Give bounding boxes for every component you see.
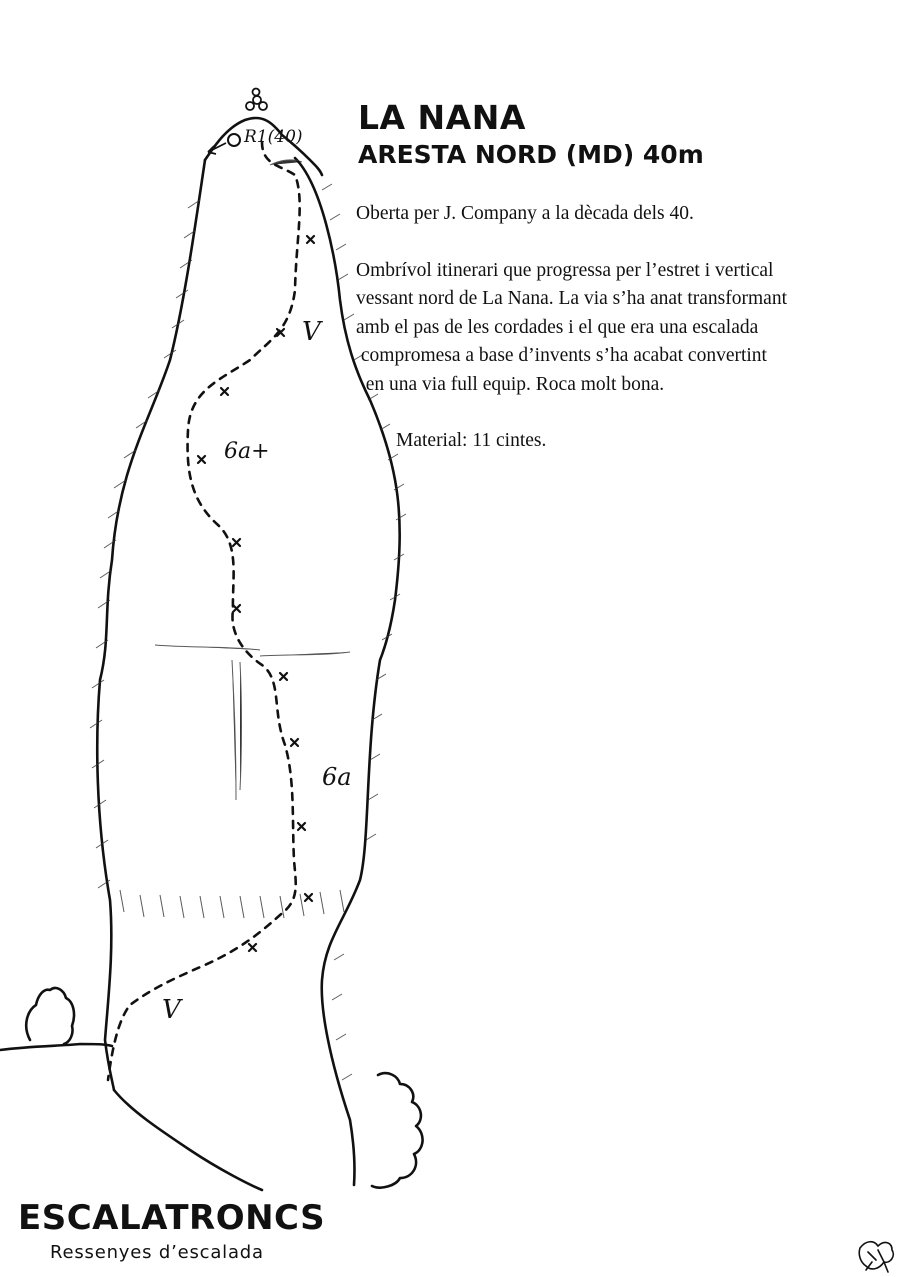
bolt	[198, 456, 205, 463]
grade-upper: V	[302, 317, 321, 347]
anchor-r1	[208, 127, 303, 154]
bolt	[307, 236, 314, 243]
material-text: Material: 11 cintes.	[396, 430, 547, 451]
bush-left	[26, 988, 74, 1044]
description-line: compromesa a base d’invents s’ha acabat convertint	[356, 345, 767, 366]
bolt	[233, 539, 240, 546]
brand-name: ESCALATRONCS	[18, 1198, 326, 1238]
bolt	[233, 605, 240, 612]
bolt	[298, 823, 305, 830]
anchor-circle	[228, 134, 240, 146]
grade-middle: 6a	[322, 763, 352, 791]
anchor-label: R1(40)	[244, 127, 303, 147]
bolt	[249, 944, 256, 951]
description-line: Ombrívol itinerari que progressa per l’estret i vertical	[356, 259, 774, 281]
bolts	[198, 236, 314, 951]
climber-sketch-icon	[859, 1242, 893, 1272]
brand-tagline: Ressenyes d’escalada	[50, 1242, 264, 1263]
bolt	[280, 673, 287, 680]
route-description	[356, 200, 896, 456]
grade-crux: 6a+	[224, 439, 270, 464]
description-line: amb el pas de les cordades i el que era una escalada	[356, 316, 759, 338]
description-line: en una via full equip. Roca molt bona.	[356, 373, 665, 395]
rock-left-edge	[97, 160, 205, 1090]
bush-right	[372, 1073, 423, 1187]
bolt	[221, 388, 228, 395]
route-title: LA NANA	[358, 98, 526, 137]
ground-left	[0, 1044, 112, 1050]
summit-bush	[246, 89, 267, 111]
bolt	[305, 894, 312, 901]
route-line	[108, 142, 300, 1080]
bolt	[291, 739, 298, 746]
description-line: vessant nord de La Nana. La via s’ha anat transformant	[356, 288, 787, 309]
opened-by-text: Oberta per J. Company a la dècada dels 40.	[356, 203, 694, 224]
grade-lower: V	[162, 995, 181, 1025]
route-subtitle: ARESTA NORD (MD) 40m	[358, 140, 704, 169]
rock-base-left	[114, 1090, 262, 1190]
